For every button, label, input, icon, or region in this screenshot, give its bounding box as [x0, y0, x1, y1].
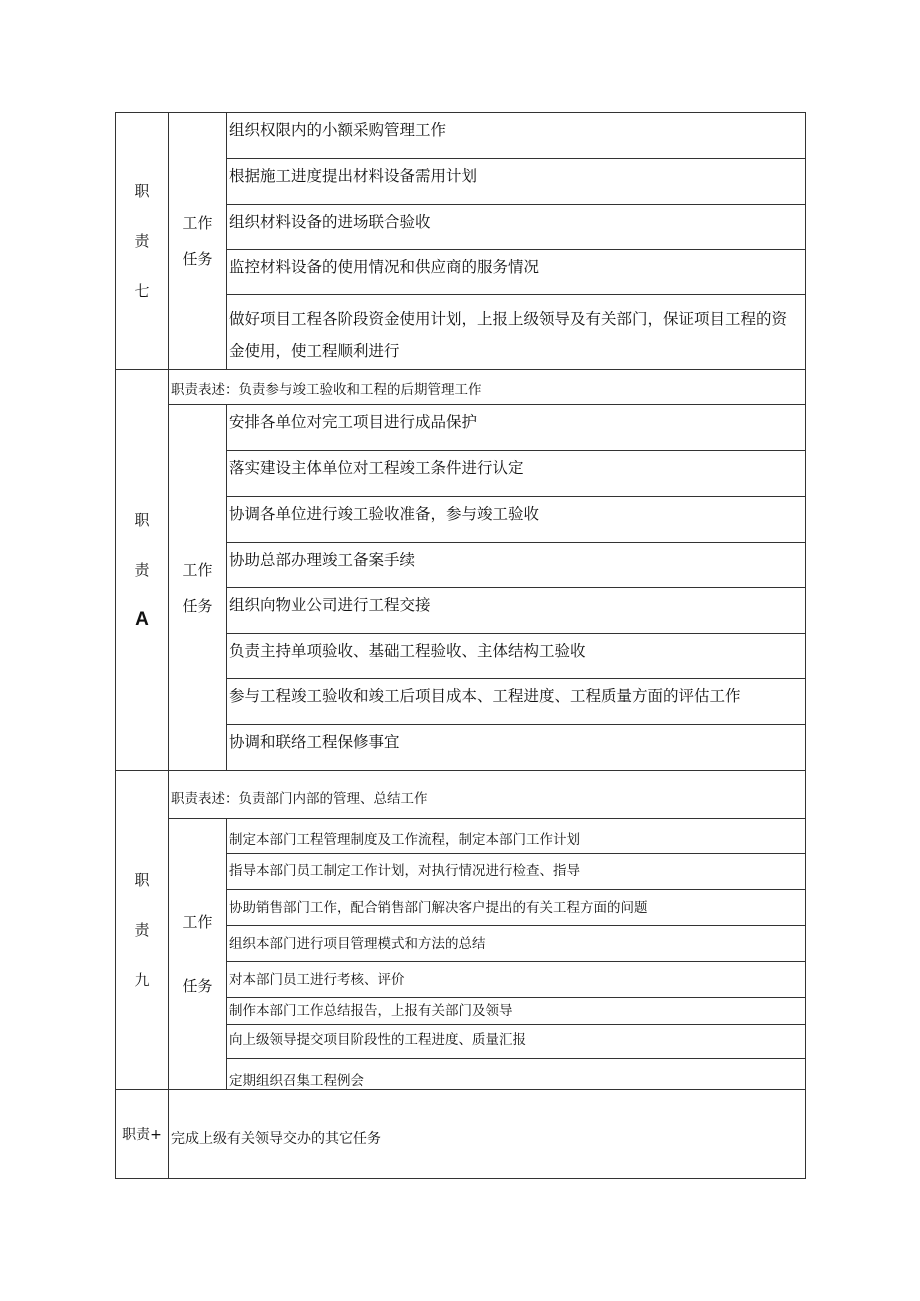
description-text: 负责部门内部的管理、总结工作: [238, 791, 428, 807]
duty-8-char-2: 责: [134, 561, 150, 579]
task-label-line-2: 任务: [182, 596, 213, 615]
duty-8-task-1: 安排各单位对完工项目进行成品保护: [227, 405, 806, 451]
duty-7-task-3: 组织材料设备的进场联合验收: [227, 205, 806, 250]
duty-9-label: [116, 771, 169, 1090]
duty-7-task-label: [169, 113, 227, 370]
task-label-line-1: 工作: [182, 560, 213, 579]
duty-8-task-7: 参与工程竣工验收和竣工后项目成本、工程进度、工程质量方面的评估工作: [227, 679, 806, 725]
duty-8-char-1: 职: [134, 511, 150, 529]
duty-8-task-5: 组织向物业公司进行工程交接: [227, 588, 806, 634]
duty-7-task-2: 根据施工进度提出材料设备需用计划: [227, 159, 806, 205]
duty-table: [115, 112, 806, 1179]
task-label-line-2: 任务: [182, 977, 213, 995]
duty-7-label: [116, 113, 169, 370]
duty-8-label: [116, 370, 169, 771]
task-label-line-2: 任务: [182, 250, 213, 268]
duty-10-text: 完成上级有关领导交办的其它任务: [169, 1090, 806, 1179]
duty-8-task-4: 协助总部办理竣工备案手续: [227, 543, 806, 588]
duty-9-char-2: 责: [134, 921, 150, 939]
duty-7-task-4: 监控材料设备的使用情况和供应商的服务情况: [227, 250, 806, 295]
duty-9-task-7: 向上级领导提交项目阶段性的工程进度、质量汇报: [227, 1025, 806, 1059]
duty-9-char-3: 九: [134, 971, 150, 989]
duty-9-task-6: 制作本部门工作总结报告，上报有关部门及领导: [227, 998, 806, 1025]
duty-9-task-2: 指导本部门员工制定工作计划，对执行情况进行检查、指导: [227, 854, 806, 890]
description-label: 职责表述：: [171, 791, 239, 807]
duty-7-char-3: 七: [134, 282, 150, 300]
duty-8-task-3: 协调各单位进行竣工验收准备，参与竣工验收: [227, 497, 806, 543]
duty-7-task-1: 组织权限内的小额采购管理工作: [227, 113, 806, 159]
task-label-line-1: 工作: [182, 913, 213, 931]
duty-7-char-2: 责: [134, 232, 150, 250]
duty-7-char-1: 职: [134, 182, 150, 200]
duty-7-task-5: 做好项目工程各阶段资金使用计划，上报上级领导及有关部门，保证项目工程的资金使用，使工程顺利进行: [227, 295, 806, 370]
duty-9-task-4: 组织本部门进行项目管理模式和方法的总结: [227, 926, 806, 962]
duty-9-task-5: 对本部门员工进行考核、评价: [227, 962, 806, 998]
description-text: 负责参与竣工验收和工程的后期管理工作: [238, 382, 482, 398]
duty-8-task-label: [169, 405, 227, 771]
duty-9-description: [169, 771, 806, 819]
duty-9-char-1: 职: [134, 871, 150, 889]
description-label: 职责表述：: [171, 382, 239, 398]
duty-9-task-8: 定期组织召集工程例会: [227, 1059, 806, 1090]
duty-9-task-label: [169, 819, 227, 1090]
duty-9-task-3: 协助销售部门工作，配合销售部门解决客户提出的有关工程方面的问题: [227, 890, 806, 926]
duty-8-char-3: A: [135, 609, 149, 630]
duty-8-task-2: 落实建设主体单位对工程竣工条件进行认定: [227, 451, 806, 497]
duty-8-description: [169, 370, 806, 405]
task-label-line-1: 工作: [182, 214, 213, 232]
duty-8-task-6: 负责主持单项验收、基础工程验收、主体结构工验收: [227, 634, 806, 679]
duty-10-label: 职责+: [116, 1090, 169, 1179]
duty-9-task-1: 制定本部门工程管理制度及工作流程，制定本部门工作计划: [227, 819, 806, 854]
duty-8-task-8: 协调和联络工程保修事宜: [227, 725, 806, 771]
